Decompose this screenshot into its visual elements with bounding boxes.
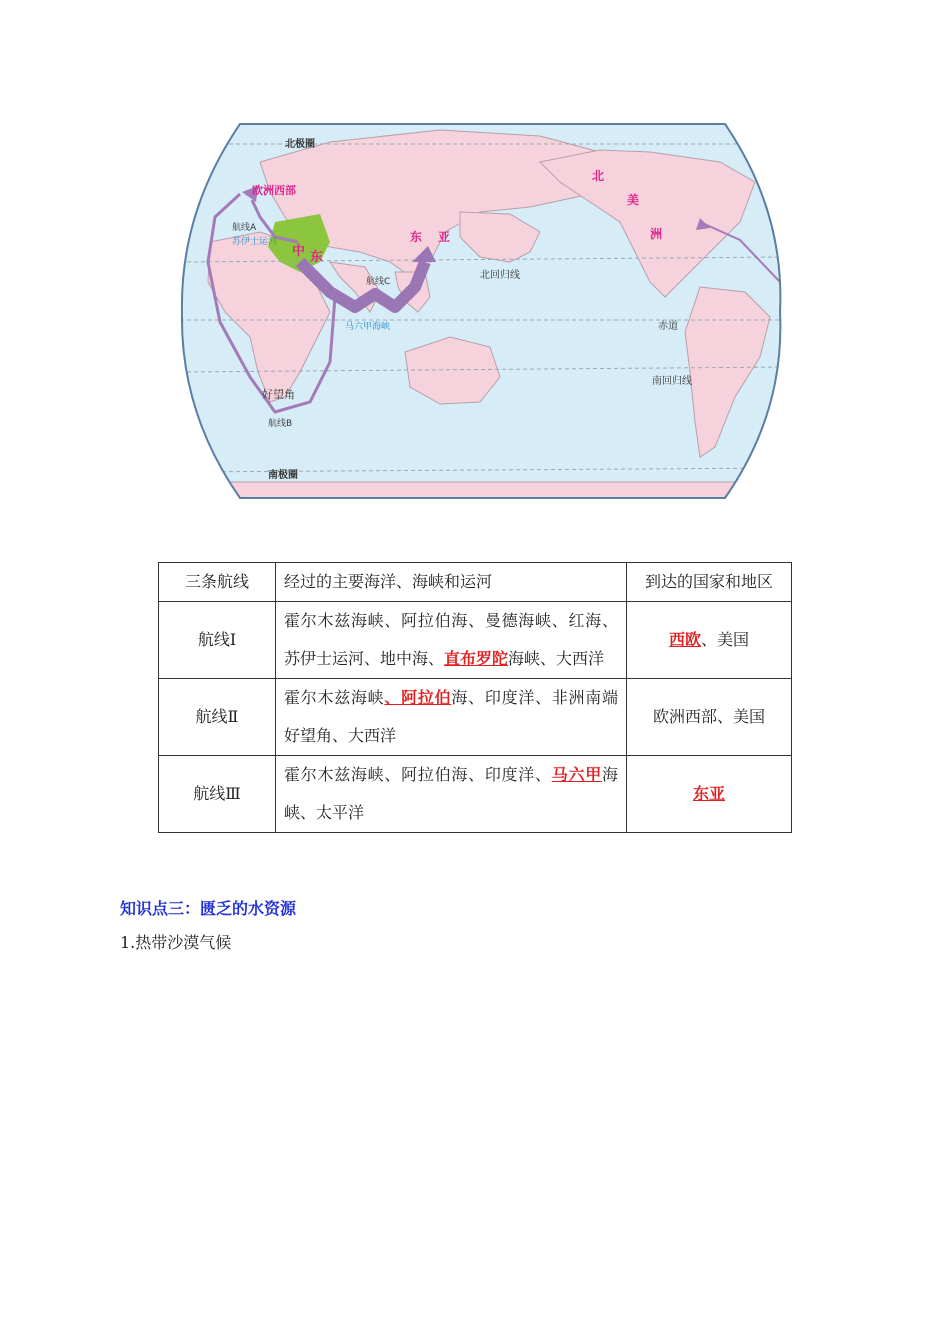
- label-middle-east-1: 中: [292, 244, 306, 259]
- label-malacca: 马六甲海峡: [345, 322, 391, 332]
- route-3-via-text: 霍尔木兹海峡、阿拉伯海、印度洋、: [284, 765, 552, 784]
- label-na-1: 北: [592, 169, 605, 183]
- world-map-figure: [180, 122, 785, 500]
- route-3-via-highlight: 马六甲: [551, 765, 602, 784]
- header-destination: 到达的国家和地区: [627, 563, 792, 602]
- label-tropic-capricorn: 南回归线: [652, 376, 692, 387]
- table-row: [159, 679, 792, 756]
- table-header-row: [159, 563, 792, 602]
- route-3-name: 航线Ⅲ: [159, 756, 276, 833]
- label-east-asia-1: 东: [410, 230, 423, 244]
- route-3-via: [276, 756, 627, 833]
- label-route-b: 航线B: [268, 419, 293, 429]
- label-antarctic: 南极圈: [268, 470, 298, 481]
- header-routes: 三条航线: [159, 563, 276, 602]
- route-1-name: 航线Ⅰ: [159, 602, 276, 679]
- route-2-via-text: 霍尔木兹海峡: [284, 688, 385, 707]
- label-tropic-cancer: 北回归线: [480, 270, 520, 281]
- label-west-europe: 欧洲西部: [252, 184, 296, 197]
- route-3-via-text-end: 海峡、太平洋: [284, 765, 618, 822]
- route-1-destination: [627, 602, 792, 679]
- label-na-2: 美: [627, 193, 640, 207]
- route-3-dest-highlight: 东亚: [692, 784, 725, 803]
- world-map-svg: [180, 122, 785, 500]
- table-row: [159, 756, 792, 833]
- route-1-dest-text: 、美国: [701, 630, 750, 649]
- route-2-via-text-end: 海、印度洋、非洲南端好望角、大西洋: [284, 688, 618, 745]
- route-2-via: [276, 679, 627, 756]
- label-arctic: 北极圈: [285, 139, 315, 150]
- label-equator: 赤道: [658, 321, 678, 332]
- header-via: 经过的主要海洋、海峡和运河: [276, 563, 627, 602]
- route-1-dest-highlight: 西欧: [668, 630, 701, 649]
- knowledge-point-title: 知识点三：匮乏的水资源: [120, 899, 297, 918]
- label-na-3: 洲: [650, 227, 663, 241]
- knowledge-point-item: 1.热带沙漠气候: [120, 933, 232, 952]
- label-east-asia-2: 亚: [438, 230, 451, 244]
- route-2-destination: 欧洲西部、美国: [627, 679, 792, 756]
- route-1-via-text: 霍尔木兹海峡、阿拉伯海、曼德海峡、红海、苏伊士运河、地中海、: [284, 611, 618, 668]
- route-1-via-text-end: 海峡、大西洋: [508, 649, 605, 668]
- label-suez: 苏伊士运河: [232, 237, 278, 247]
- label-cape: 好望角: [262, 388, 295, 401]
- route-3-destination: [627, 756, 792, 833]
- table-row: [159, 602, 792, 679]
- label-middle-east-2: 东: [310, 250, 324, 265]
- routes-table: [158, 562, 792, 833]
- label-route-a: 航线A: [232, 223, 257, 233]
- label-route-c: 航线C: [366, 277, 391, 287]
- route-2-name: 航线Ⅱ: [159, 679, 276, 756]
- route-1-via-highlight: 直布罗陀: [444, 649, 509, 668]
- route-2-via-highlight: 、阿拉伯: [384, 688, 452, 707]
- route-1-via: [276, 602, 627, 679]
